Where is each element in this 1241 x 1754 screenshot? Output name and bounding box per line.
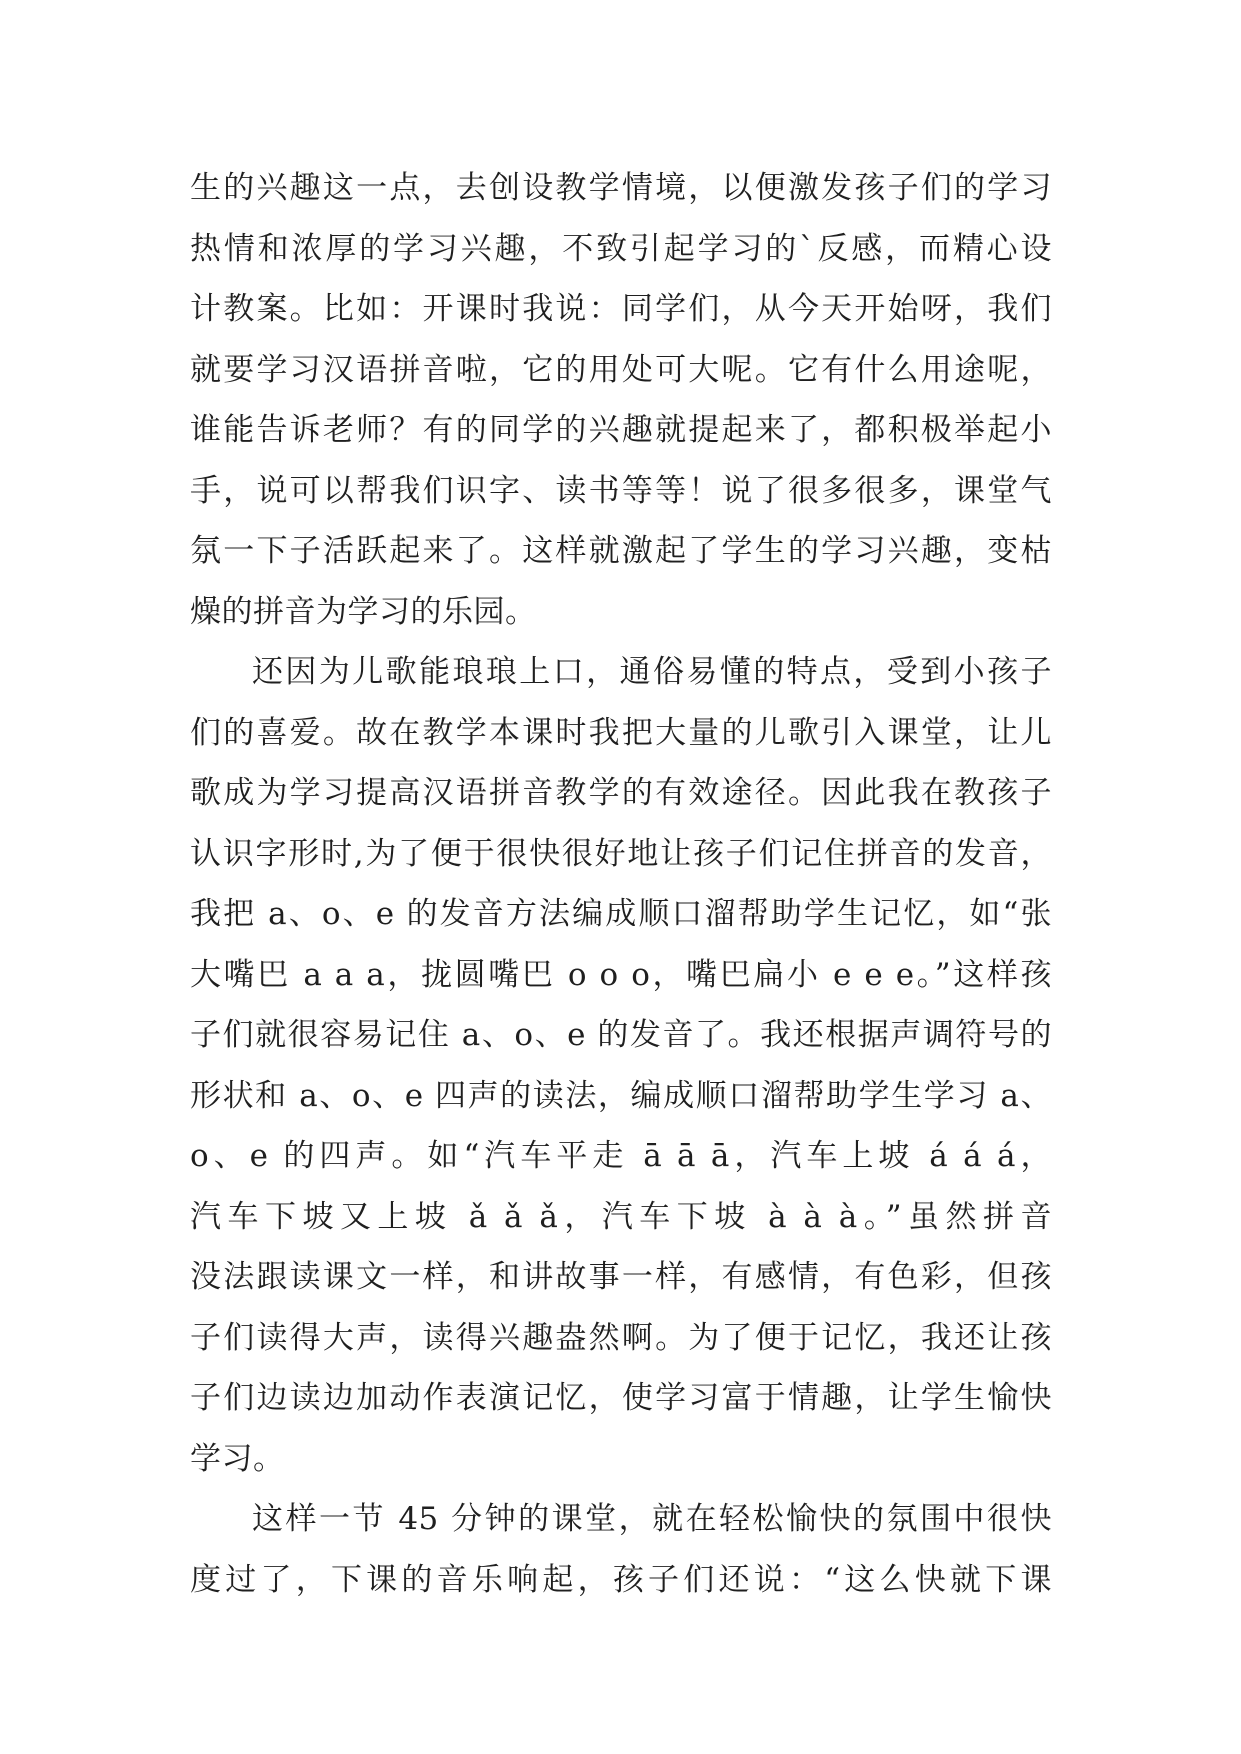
paragraph-first-line: 这样一节 45 分钟的课堂，就在轻松愉快的氛围中很快 bbox=[252, 1501, 1052, 1537]
text-line: 学习。 bbox=[190, 1440, 285, 1477]
text-line: 计教案。比如：开课时我说：同学们，从今天开始呀，我们 bbox=[190, 291, 1052, 327]
text-line: 汽车下坡又上坡 ǎ ǎ ǎ，汽车下坡 à à à。”虽然拼音 bbox=[190, 1198, 1052, 1235]
text-line: 大嘴巴 a a a，拢圆嘴巴 o o o，嘴巴扁小 e e e。”这样孩 bbox=[190, 956, 1052, 993]
text-line: 子们读得大声，读得兴趣盎然啊。为了便于记忆，我还让孩 bbox=[190, 1319, 1052, 1356]
text-line: 子们边读边加动作表演记忆，使学习富于情趣，让学生愉快 bbox=[190, 1380, 1052, 1416]
text-line: 子们就很容易记住 a、o、e 的发音了。我还根据声调符号的 bbox=[190, 1017, 1052, 1053]
text-line: 度过了，下课的音乐响起，孩子们还说：“这么快就下课 bbox=[190, 1561, 1052, 1598]
text-line: 生的兴趣这一点，去创设教学情境，以便激发孩子们的学习 bbox=[190, 170, 1052, 206]
text-line: 歌成为学习提高汉语拼音教学的有效途径。因此我在教孩子 bbox=[190, 775, 1052, 811]
text-line: 燥的拼音为学习的乐园。 bbox=[190, 593, 537, 630]
text-line: 形状和 a、o、e 四声的读法，编成顺口溜帮助学生学习 a、 bbox=[190, 1077, 1052, 1114]
text-line: 认识字形时,为了便于很快很好地让孩子们记住拼音的发音， bbox=[190, 835, 1052, 872]
text-line: 我把 a、o、e 的发音方法编成顺口溜帮助学生记忆，如“张 bbox=[190, 896, 1052, 932]
text-line: 就要学习汉语拼音啦，它的用处可大呢。它有什么用途呢， bbox=[190, 351, 1052, 388]
text-line: 热情和浓厚的学习兴趣，不致引起学习的`反感，而精心设 bbox=[190, 230, 1052, 267]
text-line: 没法跟读课文一样，和讲故事一样，有感情，有色彩，但孩 bbox=[190, 1259, 1052, 1295]
text-line: 们的喜爱。故在教学本课时我把大量的儿歌引入课堂，让儿 bbox=[190, 714, 1052, 751]
paragraph-first-line: 还因为儿歌能琅琅上口，通俗易懂的特点，受到小孩子 bbox=[252, 654, 1052, 690]
text-line: 氛一下子活跃起来了。这样就激起了学生的学习兴趣，变枯 bbox=[190, 533, 1052, 569]
text-line: 谁能告诉老师？有的同学的兴趣就提起来了，都积极举起小 bbox=[190, 412, 1052, 448]
body-text bbox=[190, 158, 1052, 1610]
text-line: 手，说可以帮我们识字、读书等等！说了很多很多，课堂气 bbox=[190, 472, 1052, 509]
text-line: o、e 的四声。如“汽车平走 ā ā ā，汽车上坡 á á á， bbox=[190, 1138, 1052, 1174]
